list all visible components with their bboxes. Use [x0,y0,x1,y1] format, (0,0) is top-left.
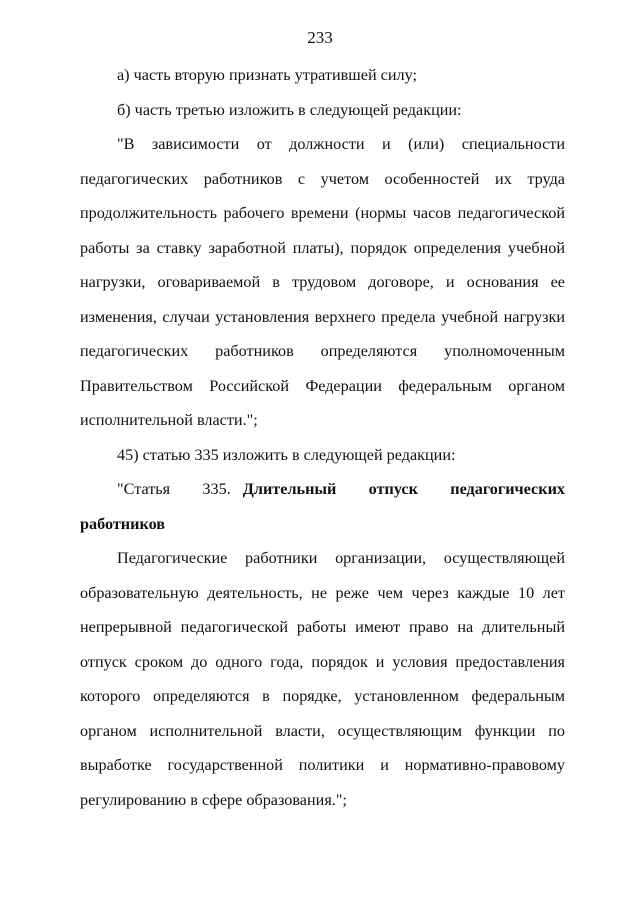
paragraph-article-335-intro: 45) статью 335 изложить в следующей редакции: [117,445,456,464]
page-number: 233 [307,28,333,47]
paragraph-part-three: б) часть третью изложить в следующей редакции: [117,100,462,119]
article-title: Длительный отпуск педагогических работников [80,480,565,533]
paragraph-part-two: а) часть вторую признать утратившей силу; [117,66,417,84]
paragraph-quoted-text: "В зависимости от должности и (или) специальности педагогических работников с учетом особенностей их труда продолжительность рабочего времени (нормы часов педагогической работы за ставку заработной платы), порядок определения учебной нагрузки, оговариваемой в трудовом договоре, и основания ее изменения, случаи установления верхнего предела учебной нагрузки педагогических работников определяются уполномоченным Правительством Российской Федерации федеральным органом исполнительной власти."; [80,135,565,429]
article-number: "Статья 335. [117,480,231,498]
document-body [80,58,565,817]
article-heading [80,472,565,541]
paragraph-article-text: Педагогические работники организации, осуществляющей образовательную деятельность, не реже чем через каждые 10 лет непрерывной педагогической работы имеют право на длительный отпуск сроком до одного года, порядок и условия предоставления которого определяются в порядке, установленном федеральным органом исполнительной власти, осуществляющим функции по выработке государственной политики и нормативно-правовому регулированию в сфере образования."; [80,549,565,809]
